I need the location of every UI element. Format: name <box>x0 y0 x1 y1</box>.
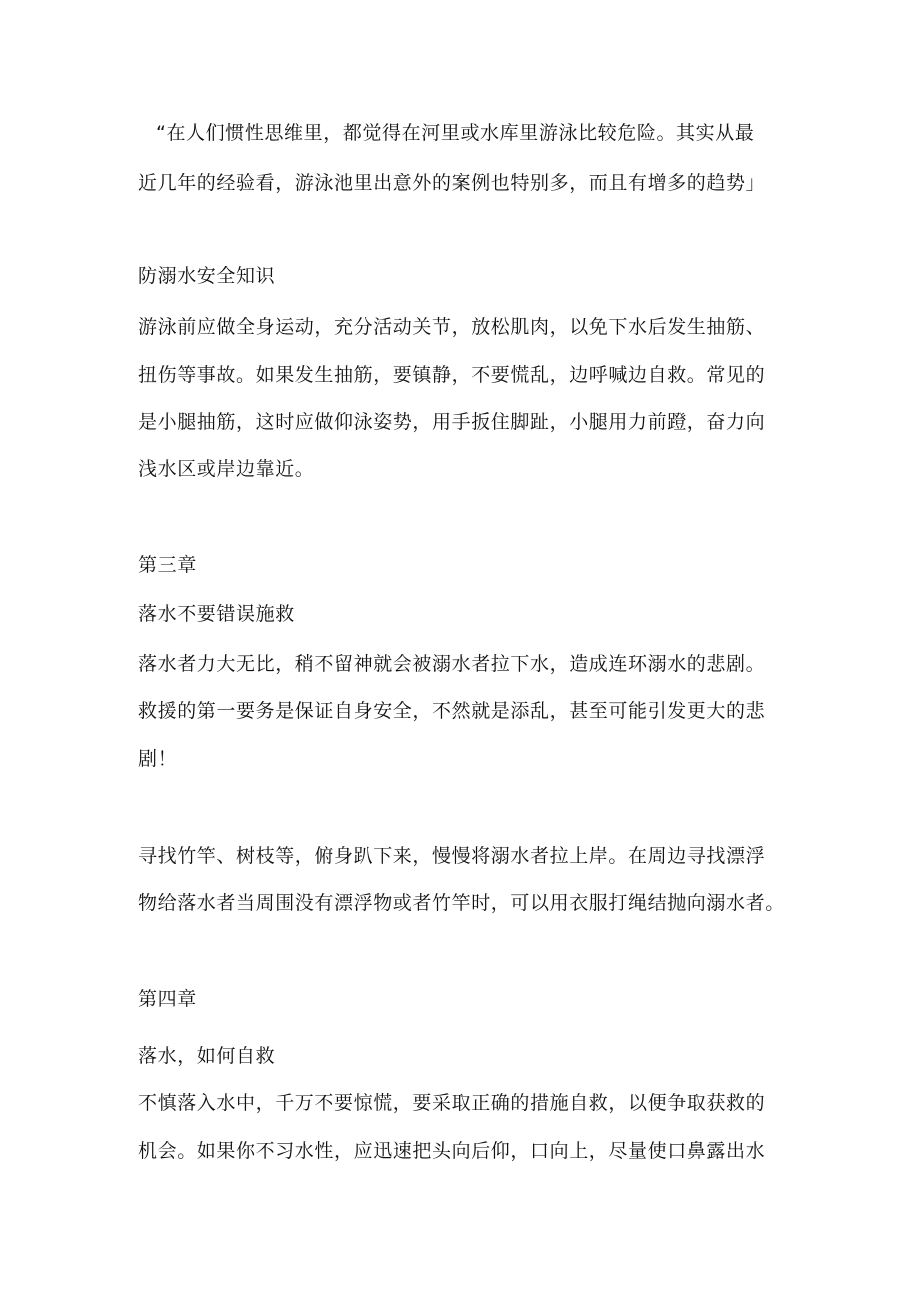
quote-line-2: 近几年的经验看，游泳池里出意外的案例也特别多，而且有增多的趋势」 <box>138 172 766 194</box>
chapter-4-paragraph-line: 不慎落入水中，千万不要惊慌，要采取正确的措施自救，以便争取获救的 <box>138 1092 766 1114</box>
safety-paragraph-line: 是小腿抽筋，这时应做仰泳姿势，用手扳住脚趾，小腿用力前蹬，奋力向 <box>138 411 766 433</box>
chapter-4-title: 第四章 <box>138 988 197 1010</box>
chapter-3-subtitle: 落水不要错误施救 <box>138 603 295 625</box>
chapter-3-paragraph-line: 救援的第一要务是保证自身安全，不然就是添乱，甚至可能引发更大的悲 <box>138 700 766 722</box>
chapter-4-paragraph-line: 机会。如果你不习水性，应迅速把头向后仰，口向上，尽量使口鼻露出水 <box>138 1140 766 1162</box>
chapter-4-subtitle: 落水，如何自救 <box>138 1045 276 1067</box>
section-heading-safety: 防溺水安全知识 <box>138 265 276 287</box>
chapter-3-paragraph-line: 寻找竹竿、树枝等，俯身趴下来，慢慢将溺水者拉上岸。在周边寻找漂浮 <box>138 845 766 867</box>
quote-line-1: “在人们惯性思维里，都觉得在河里或水库里游泳比较危险。其实从最 <box>156 122 755 144</box>
safety-paragraph-line: 浅水区或岸边靠近。 <box>138 458 315 480</box>
chapter-3-paragraph-line: 落水者力大无比，稍不留神就会被溺水者拉下水，造成连环溺水的悲剧。 <box>138 653 766 675</box>
safety-paragraph-line: 游泳前应做全身运动，充分活动关节，放松肌肉，以免下水后发生抽筋、 <box>138 316 766 338</box>
chapter-3-title: 第三章 <box>138 554 197 576</box>
chapter-3-paragraph-line: 剧！ <box>138 748 178 770</box>
chapter-3-paragraph-line: 物给落水者当周围没有漂浮物或者竹竿时，可以用衣服打绳结抛向溺水者。 <box>138 892 785 914</box>
safety-paragraph-line: 扭伤等事故。如果发生抽筋，要镇静，不要慌乱，边呼喊边自救。常见的 <box>138 364 766 386</box>
